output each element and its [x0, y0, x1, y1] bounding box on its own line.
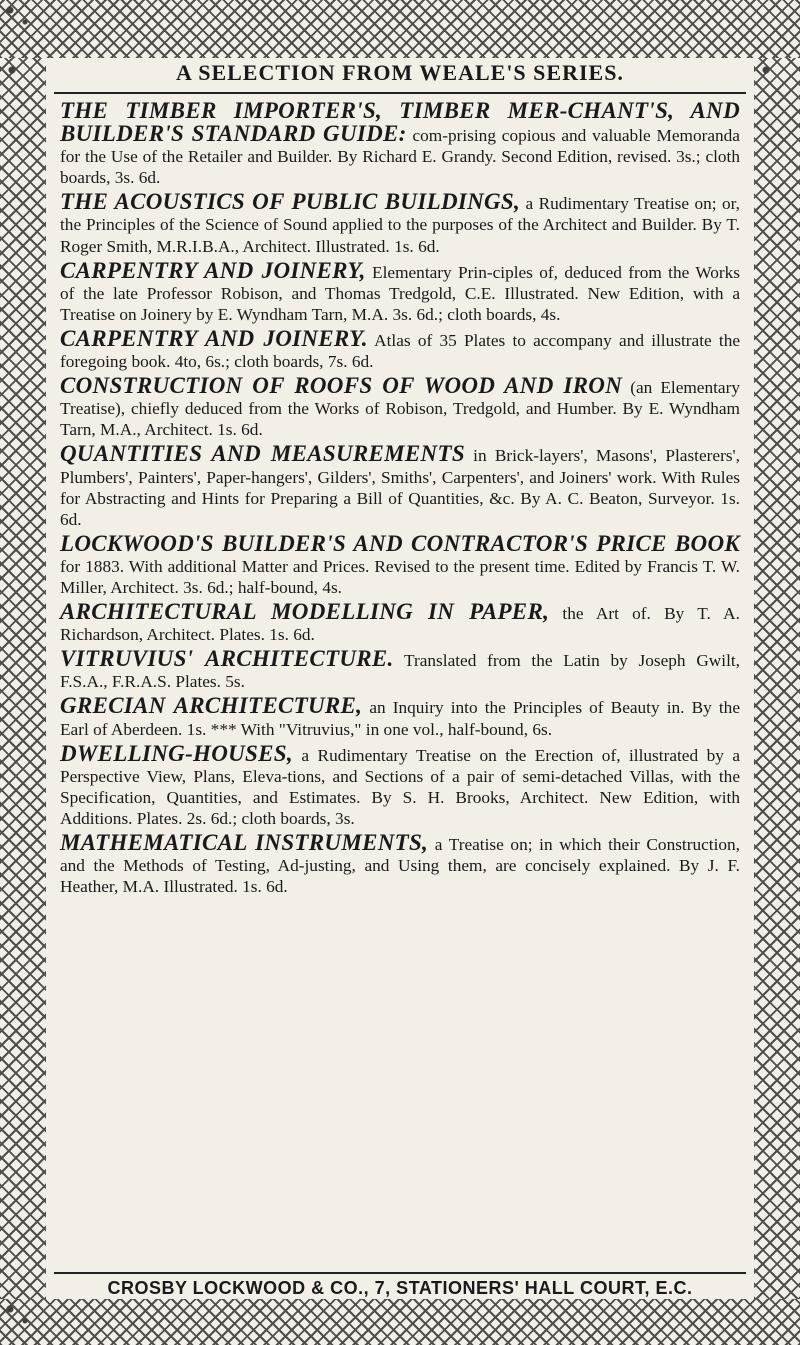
entry-body: (an Elementary Treatise), chiefly deduced from the Works of Robison, Tredgold, and Humber. By E. Wyndham Tarn, M.A., Architect. 1s. 6d. [60, 378, 740, 440]
entry-title: GRECIAN ARCHITECTURE, [60, 693, 363, 719]
entry-body: a Rudimentary Treatise on; or, the Principles of the Science of Sound applied to the purposes of the Architect and Builder. By T. Roger Smith, M.R.I.B.A., Architect. Illustrated. 1s. 6d. [60, 194, 740, 256]
entry-title: MATHEMATICAL INSTRUMENTS, [60, 830, 429, 855]
page-header: A SELECTION FROM WEALE'S SERIES. [54, 60, 746, 94]
entry [60, 443, 740, 529]
entry [60, 648, 740, 692]
entry-title: THE ACOUSTICS OF PUBLIC BUILDINGS, [60, 189, 521, 215]
entries-list [54, 94, 746, 897]
decorative-border-left [0, 58, 46, 1299]
entry [60, 191, 740, 256]
entry [60, 832, 740, 897]
entry [60, 325, 741, 372]
entry [60, 695, 740, 739]
entry [60, 100, 740, 188]
entry-title: VITRUVIUS' ARCHITECTURE. [60, 646, 394, 672]
entry [60, 601, 740, 645]
entry-title: THE TIMBER IMPORTER'S, TIMBER MER-CHANT'S, AND BUILDER'S STANDARD GUIDE: [60, 98, 740, 147]
entry-title: DWELLING-HOUSES, [60, 740, 293, 766]
entry-title: CARPENTRY AND JOINERY, [60, 257, 366, 283]
entry-title: LOCKWOOD'S BUILDER'S AND CONTRACTOR'S PRICE BOOK [60, 530, 740, 556]
entry-body: a Treatise on; in which their Construction, and the Methods of Testing, Ad-justing, and Using them, are concisely explained. By J. F. Heather, M.A. Illustrated. 1s. 6d. [60, 835, 741, 897]
entry-body: an Inquiry into the Principles of Beauty in. By the Earl of Aberdeen. 1s. *** With "Vitruvius," in one vol., half-bound, 6s. [60, 698, 740, 739]
page-sheet [54, 58, 746, 1299]
entry-body: a Rudimentary Treatise on the Erection of, illustrated by a Perspective View, Plans, Eleva-tions, and Sections of a pair of semi-detached Villas, with the Specification, Quantities, and Estimates. By S. H. Brooks, Architect. New Edition, with Additions. Plates. 2s. 6d.; cloth boards, 3s. [60, 745, 740, 828]
entry-title: CARPENTRY AND JOINERY. [60, 325, 368, 351]
entry-body: Atlas of 35 Plates to accompany and illustrate the foregoing book. 4to, 6s.; cloth boards, 7s. 6d. [60, 330, 741, 372]
entry-title: QUANTITIES AND MEASUREMENTS [60, 441, 465, 467]
entry-title: CONSTRUCTION OF ROOFS OF WOOD AND IRON [60, 373, 623, 399]
decorative-border-bottom [0, 1299, 800, 1345]
entry-body: com-prising copious and valuable Memoranda for the Use of the Retailer and Builder. By Richard E. Grandy. Second Edition, revised. 3s.; cloth boards, 3s. 6d. [60, 126, 740, 188]
publisher-footer: CROSBY LOCKWOOD & CO., 7, STATIONERS' HALL COURT, E.C. [54, 1272, 746, 1299]
entry-body: for 1883. With additional Matter and Prices. Revised to the present time. Edited by Francis T. W. Miller, Architect. 3s. 6d.; half-bound, 4s. [60, 556, 740, 597]
entry-body: the Art of. By T. A. Richardson, Architect. Plates. 1s. 6d. [60, 604, 740, 645]
entry-title: ARCHITECTURAL MODELLING IN PAPER, [60, 599, 550, 625]
entry-body: Translated from the Latin by Joseph Gwilt, F.S.A., F.R.A.S. Plates. 5s. [60, 651, 741, 692]
entry [60, 257, 741, 325]
decorative-border-right [754, 58, 800, 1299]
entry [60, 375, 740, 440]
entry [60, 530, 740, 598]
entry [60, 740, 740, 829]
decorative-border-top [0, 0, 800, 58]
entry-body: in Brick-layers', Masons', Plasterers', Plumbers', Painters', Paper-hangers', Gilders', Smiths', Carpenters', and Joiners' work. With Rules for Abstracting and Hints for Preparing a Bill of Quantities, &c. By A. C. Beaton, Surveyor. 1s. 6d. [60, 446, 740, 529]
entry-body: Elementary Prin-ciples of, deduced from the Works of the late Professor Robison, and Thomas Tredgold, C.E. Illustrated. New Edition, with a Treatise on Joinery by E. Wyndham Tarn, M.A. 3s. 6d.; cloth boards, 4s. [60, 262, 741, 324]
